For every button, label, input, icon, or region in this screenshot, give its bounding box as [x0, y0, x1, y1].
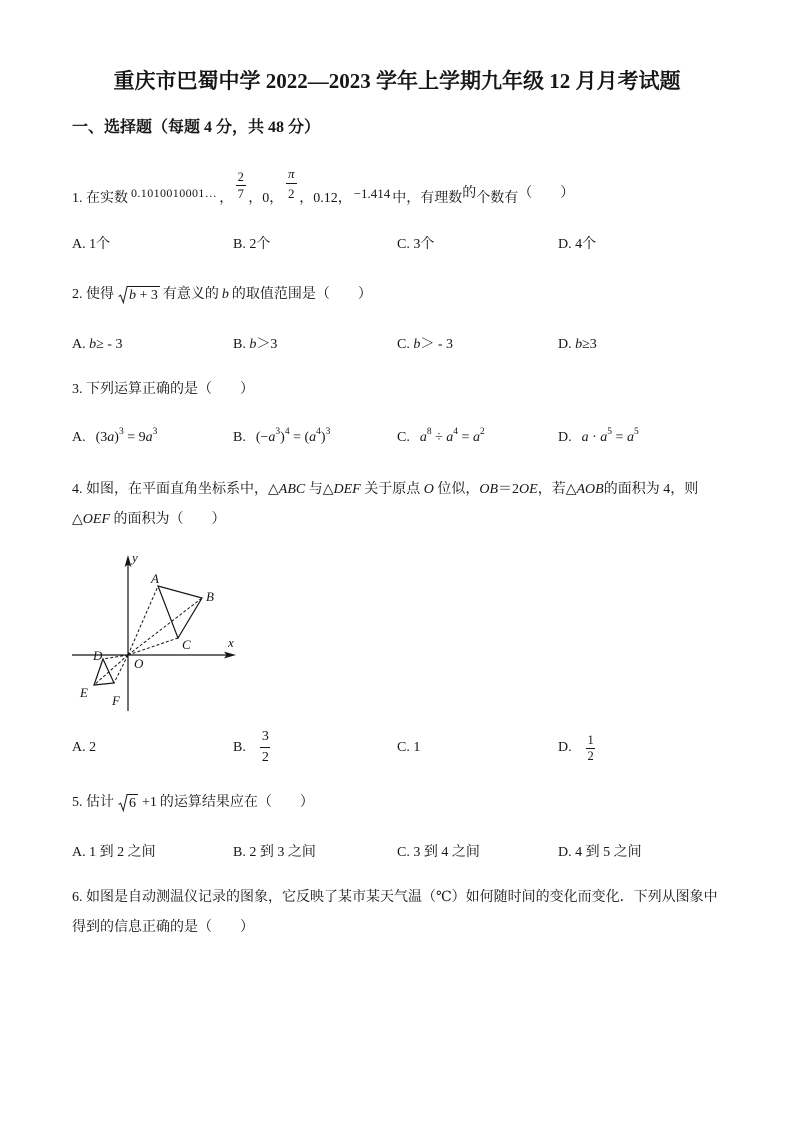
- option-a: A. 2: [72, 740, 97, 755]
- y-axis-label: y: [132, 550, 138, 565]
- math-variable: a: [309, 430, 317, 445]
- fraction-numerator: 3: [261, 729, 269, 744]
- math-variable: OEF: [82, 512, 110, 527]
- fraction: [586, 733, 596, 764]
- option-expression: [419, 427, 485, 445]
- text-run: ·: [588, 430, 601, 445]
- number-list-separator: ，0，: [248, 191, 284, 206]
- text-run: C.: [397, 337, 414, 352]
- question-2-mid: 有意义的: [162, 287, 219, 302]
- option-d: D. 4个: [558, 237, 597, 252]
- math-variable: b: [89, 337, 97, 352]
- question-4-stem-line-2: [72, 510, 226, 530]
- text-run: B.: [233, 337, 250, 352]
- math-variable: a: [419, 430, 427, 445]
- option-b: [233, 428, 330, 448]
- answer-blank: （ ）: [518, 186, 575, 201]
- text-run: 的面积为 4，则: [603, 482, 699, 497]
- math-variable: O: [423, 482, 434, 497]
- fraction-numerator: 1: [587, 733, 594, 747]
- fraction-3-over-2: [260, 729, 271, 765]
- comma: ，: [219, 191, 234, 206]
- option-c: C. 3 到 4 之间: [397, 845, 480, 860]
- exponent: 3: [118, 427, 124, 437]
- option-c: C. 1: [397, 740, 421, 755]
- math-variable: a: [446, 430, 454, 445]
- radical-sign-icon: [118, 285, 128, 304]
- radicand: 6: [129, 796, 136, 811]
- option-expression: [581, 427, 639, 445]
- exponent: 2: [479, 427, 485, 437]
- text-run: (3: [95, 430, 108, 445]
- question-5-tail: 的运算结果应在（ ）: [159, 795, 314, 810]
- question-4-stem-line-1: [72, 480, 698, 500]
- question-3-stem: 3. 下列运算正确的是（ ）: [72, 382, 254, 397]
- option-label: A.: [72, 430, 86, 445]
- text-run: 4. 如图，在平面直角坐标系中，△: [72, 482, 279, 497]
- option-expression: [255, 427, 331, 445]
- math-variable: a: [145, 430, 153, 445]
- question-1-tail: 个数有: [476, 191, 519, 206]
- fraction-denominator: 7: [237, 187, 244, 201]
- text-run: ): [280, 430, 285, 445]
- option-expression: [95, 427, 158, 445]
- square-root: [118, 793, 138, 812]
- point-a-label: A: [151, 571, 159, 586]
- option-d: [558, 733, 596, 763]
- text-run: =: [612, 430, 627, 445]
- exponent: 3: [152, 427, 158, 437]
- text-run: ÷: [431, 430, 447, 445]
- option-b: B. 2个: [233, 237, 271, 252]
- option-a: [72, 335, 122, 355]
- question-2-options: [0, 335, 794, 355]
- text-run: ，若△: [537, 482, 577, 497]
- option-a: A. 1 到 2 之间: [72, 845, 156, 860]
- point-e-label: E: [80, 685, 88, 700]
- option-label: C.: [397, 430, 410, 445]
- section-heading: 一、选择题（每题 4 分，共 48 分）: [72, 119, 321, 136]
- text-run: 与△: [305, 482, 334, 497]
- text-run: 位似，: [433, 482, 480, 497]
- text-run: =: [458, 430, 473, 445]
- math-variable: AOB: [576, 482, 604, 497]
- radical-sign-icon: [118, 793, 128, 812]
- option-d: [558, 335, 597, 355]
- fraction: [260, 727, 271, 768]
- math-variable: a: [581, 430, 589, 445]
- square-root: [118, 285, 160, 304]
- radicand: [128, 286, 160, 304]
- fraction-1-over-2: [586, 733, 596, 763]
- question-5-stem: [72, 793, 314, 813]
- option-c: [397, 428, 485, 448]
- math-variable: a: [626, 430, 634, 445]
- text-run: ≥ - 3: [96, 337, 123, 352]
- fraction-denominator: 2: [261, 750, 269, 765]
- exponent: 4: [316, 427, 321, 437]
- option-b: B. 2 到 3 之间: [233, 845, 316, 860]
- plus-one: +1: [142, 795, 157, 810]
- text-run: = 9: [123, 430, 146, 445]
- number-list-separator: ，0.12，: [299, 191, 352, 206]
- math-variable: b: [575, 337, 583, 352]
- text-run: 关于原点: [360, 482, 424, 497]
- exam-title: 重庆市巴蜀中学 2022—2023 学年上学期九年级 12 月月考试题: [113, 69, 681, 93]
- math-variable: OE: [519, 482, 538, 497]
- question-4-options: [0, 729, 794, 765]
- irrational-decimal: 0.1010010001…: [131, 186, 218, 200]
- text-run: ≥3: [582, 337, 597, 352]
- exponent: 8: [426, 427, 432, 437]
- text-run: D.: [558, 337, 576, 352]
- math-variable: a: [268, 430, 276, 445]
- math-variable: DEF: [333, 482, 361, 497]
- math-variable: b: [129, 288, 136, 303]
- question-2-tail: 的取值范围是（ ）: [231, 287, 372, 302]
- negative-decimal: −1.414: [353, 186, 391, 201]
- text-run: 的面积为（ ）: [110, 512, 226, 527]
- exponent: 4: [453, 427, 459, 437]
- point-b-label: B: [206, 589, 214, 604]
- fraction-2-over-7: [235, 170, 246, 208]
- option-a: [72, 428, 157, 448]
- option-d: [558, 428, 639, 448]
- fraction-pi-over-2: [285, 166, 297, 208]
- fraction-numerator: π: [287, 166, 295, 181]
- math-variable: a: [472, 430, 480, 445]
- math-variable: a: [600, 430, 608, 445]
- math-variable: a: [107, 430, 115, 445]
- option-label: B.: [233, 430, 246, 445]
- math-variable: ABC: [278, 482, 306, 497]
- question-1-stem: [72, 166, 575, 208]
- triangle-abc: [158, 586, 202, 638]
- point-c-label: C: [182, 637, 191, 652]
- point-d-label: D: [93, 648, 103, 663]
- dashed-line-o-c: [128, 638, 178, 655]
- math-variable: OB: [479, 482, 499, 497]
- question-6-stem-line-2: 得到的信息正确的是（ ）: [72, 920, 254, 935]
- text-run: A.: [72, 337, 90, 352]
- question-3-options: [0, 428, 794, 448]
- dashed-line-o-b: [128, 598, 202, 655]
- question-2-lead: 2. 使得: [72, 287, 114, 302]
- text-run: ＝2: [498, 482, 520, 497]
- option-d: D. 4 到 5 之间: [558, 845, 642, 860]
- text-run: ): [320, 430, 326, 445]
- origin-label: O: [134, 656, 144, 671]
- math-variable: b: [249, 337, 257, 352]
- fraction: [285, 164, 297, 203]
- question-1-lead: 1. 在实数: [72, 191, 128, 206]
- option-a: A. 1个: [72, 237, 111, 252]
- exponent: 5: [607, 427, 613, 437]
- question-2-stem: [72, 285, 372, 305]
- coordinate-figure: [66, 550, 242, 716]
- math-variable: b: [413, 337, 421, 352]
- fraction-denominator: 2: [587, 749, 594, 763]
- dashed-line-o-a: [128, 586, 158, 655]
- text-run: ＞3: [256, 337, 278, 352]
- text-run: = (: [289, 430, 310, 445]
- option-label: D.: [558, 430, 572, 445]
- text-run: ＞ - 3: [420, 337, 454, 352]
- question-1-particle: 的: [462, 186, 477, 201]
- option-b: [233, 335, 277, 355]
- option-c: C. 3个: [397, 237, 435, 252]
- option-b: [233, 729, 271, 765]
- exponent: 4: [284, 427, 290, 437]
- question-1-mid: 中，有理数: [392, 191, 463, 206]
- fraction-denominator: 2: [287, 186, 295, 201]
- point-f-label: F: [112, 693, 120, 708]
- fraction: [235, 169, 246, 202]
- variable-b: b: [221, 287, 229, 302]
- option-label: D.: [558, 740, 572, 755]
- question-6-stem-line-1: 6. 如图是自动测温仪记录的图象，它反映了某市某天气温（℃）如何随时间的变化而变化．下列从图象中: [72, 890, 718, 905]
- text-run: + 3: [136, 288, 158, 303]
- exponent: 5: [633, 427, 639, 437]
- text-run: ): [114, 430, 119, 445]
- dashed-line-o-f: [114, 655, 128, 683]
- x-axis-label: x: [228, 635, 234, 650]
- exponent: 3: [275, 427, 281, 437]
- question-1-options: [0, 235, 794, 255]
- question-5-lead: 5. 估计: [72, 795, 114, 810]
- text-run: △: [72, 512, 83, 527]
- option-c: [397, 335, 453, 355]
- option-label: B.: [233, 740, 246, 755]
- text-run: (−: [255, 430, 269, 445]
- exponent: 3: [325, 427, 331, 437]
- question-5-options: [0, 843, 794, 863]
- fraction-numerator: 2: [237, 170, 244, 184]
